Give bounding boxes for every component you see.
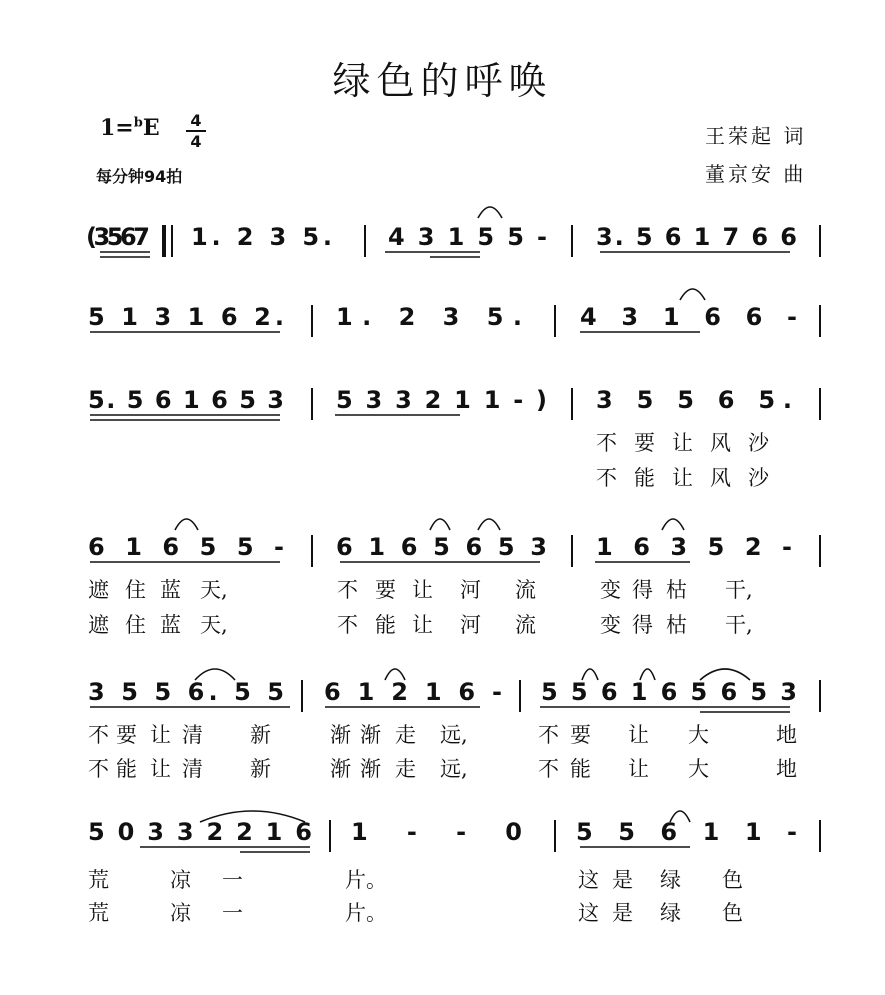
note-measure: 5. 5 6 1 6 5 3: [88, 386, 284, 414]
note-measure: 3 5 5 6. 5 5: [88, 678, 284, 706]
lyric-syllable: 清: [182, 723, 203, 747]
key-prefix: 1=: [100, 115, 134, 141]
note-measure: 5 3 3 2 1 1 - ): [336, 386, 547, 414]
lyric-syllable: 色: [722, 901, 743, 925]
lyric-syllable: 遮: [88, 613, 109, 637]
slur: [478, 207, 502, 218]
slur: [478, 519, 500, 530]
lyric-syllable: 要: [570, 723, 591, 747]
lyric-syllable: 不: [538, 723, 559, 747]
note-measure: 6 1 6 5 5 -: [88, 533, 284, 561]
lyric-syllable: 让: [628, 757, 649, 781]
lyric-syllable: 走: [395, 723, 416, 747]
lyric-syllable: 河: [460, 613, 481, 637]
slur: [430, 519, 450, 530]
lyric-syllable: 是: [612, 901, 633, 925]
meter-top: 4: [190, 111, 202, 130]
lyric-syllable: 不: [337, 578, 358, 602]
lyric-syllable: 一: [222, 901, 243, 925]
lyric-syllable: 荒: [88, 901, 109, 925]
lyric-syllable: 能: [375, 613, 396, 637]
lyric-syllable: 流: [515, 578, 536, 602]
lyric-syllable: 变: [600, 578, 621, 602]
lyric-syllable: 变: [600, 613, 621, 637]
lyric-syllable: 远,: [440, 723, 468, 747]
lyric-syllable: 新: [250, 757, 271, 781]
flat-sign: b: [133, 115, 143, 131]
lyric-syllable: 得: [632, 578, 653, 602]
lyric-syllable: 渐: [330, 723, 351, 747]
lyric-syllable: 凉: [170, 868, 191, 892]
lyric-syllable: 清: [182, 757, 203, 781]
lyric-syllable: 住: [125, 613, 146, 637]
lyric-syllable: 要: [375, 578, 396, 602]
lyric-syllable: 流: [515, 613, 536, 637]
lyric-syllable: 走: [395, 757, 416, 781]
note-layer: [86, 223, 797, 846]
lyric-syllable: 渐: [360, 757, 381, 781]
slur: [680, 289, 705, 300]
composer-credit: 董京安 曲: [705, 162, 807, 186]
lyric-syllable: 遮: [88, 578, 109, 602]
lyric-syllable: 远,: [440, 757, 468, 781]
lyric-syllable: 大: [688, 757, 709, 781]
note-measure: 1 6 3 5 2 -: [596, 533, 792, 561]
lyric-syllable: 不: [538, 757, 559, 781]
lyric-syllable: 不: [88, 757, 109, 781]
lyric-syllable: 住: [125, 578, 146, 602]
note-measure: 3. 5 6 1 7 6 6: [596, 223, 797, 251]
lyric-syllable: 绿: [660, 868, 681, 892]
note-measure: 5 1 3 1 6 2.: [88, 303, 284, 331]
slur: [175, 519, 198, 530]
lyric-syllable: 荒: [88, 868, 109, 892]
lyric-syllable: 让: [672, 466, 693, 490]
lyric-syllable: 让: [628, 723, 649, 747]
note-measure: 5 5 6 1 1 -: [576, 818, 797, 846]
lyric-syllable: 天,: [200, 613, 228, 637]
note-measure: 4 3 1 6 6 -: [580, 303, 797, 331]
lyric-syllable: 让: [672, 431, 693, 455]
note-measure: 3 5 5 6 5.: [596, 386, 792, 414]
lyric-syllable: 不: [88, 723, 109, 747]
lyric-syllable: 沙: [748, 431, 769, 455]
tempo-marking: 每分钟94拍: [96, 167, 183, 186]
lyric-syllable: 新: [250, 723, 271, 747]
lyric-syllable: 枯: [666, 613, 687, 637]
lyric-syllable: 能: [570, 757, 591, 781]
lyric-syllable: 蓝: [160, 613, 181, 637]
lyric-syllable: 这: [578, 868, 599, 892]
lyric-syllable: 让: [412, 613, 433, 637]
lyric-syllable: 色: [722, 868, 743, 892]
lyric-syllable: 要: [116, 723, 137, 747]
lyric-syllable: 枯: [666, 578, 687, 602]
slur: [662, 519, 684, 530]
lyric-syllable: 让: [150, 723, 171, 747]
lyric-syllable: 风: [710, 466, 731, 490]
lyric-syllable: 不: [596, 466, 617, 490]
lyric-syllable: 要: [634, 431, 655, 455]
note-measure: (3567: [86, 223, 150, 251]
lyric-syllable: 沙: [748, 466, 769, 490]
lyric-syllable: 这: [578, 901, 599, 925]
lyric-syllable: 能: [116, 757, 137, 781]
song-title: 绿色的呼唤: [332, 59, 553, 103]
lyric-syllable: 凉: [170, 901, 191, 925]
note-measure: 4 3 1 5 5 -: [388, 223, 547, 251]
lyric-syllable: 天,: [200, 578, 228, 602]
note-measure: 6 1 6 5 6 5 3: [336, 533, 547, 561]
note-measure: 1. 2 3 5.: [191, 223, 332, 251]
lyric-syllable: 大: [688, 723, 709, 747]
lyric-syllable: 渐: [360, 723, 381, 747]
lyric-syllable: 片。: [345, 901, 387, 925]
note-measure: 6 1 2 1 6 -: [324, 678, 502, 706]
note-measure: 5 0 3 3 2 2 1 6: [88, 818, 312, 846]
lyric-syllable: 一: [222, 868, 243, 892]
meter-bottom: 4: [190, 132, 202, 151]
note-measure: 1. 2 3 5.: [336, 303, 522, 331]
lyricist-credit: 王荣起 词: [705, 124, 807, 148]
lyric-syllable: 能: [634, 466, 655, 490]
lyric-syllable: 让: [150, 757, 171, 781]
lyric-syllable: 绿: [660, 901, 681, 925]
key-note: E: [142, 115, 160, 141]
lyric-syllable: 河: [460, 578, 481, 602]
note-measure: 5 5 6 1 6 5 6 5 3: [541, 678, 797, 706]
lyric-syllable: 地: [776, 723, 797, 747]
lyric-syllable: 风: [710, 431, 731, 455]
lyric-syllable: 干,: [725, 613, 753, 637]
lyric-syllable: 得: [632, 613, 653, 637]
lyric-syllable: 地: [776, 757, 797, 781]
lyric-syllable: 不: [596, 431, 617, 455]
lyric-syllable: 不: [337, 613, 358, 637]
lyric-syllable: 让: [412, 578, 433, 602]
lyric-syllable: 蓝: [160, 578, 181, 602]
lyric-syllable: 渐: [330, 757, 351, 781]
lyric-syllable: 干,: [725, 578, 753, 602]
note-measure: 1 - - 0: [351, 818, 522, 846]
lyric-syllable: 片。: [345, 868, 387, 892]
lyric-syllable: 是: [612, 868, 633, 892]
